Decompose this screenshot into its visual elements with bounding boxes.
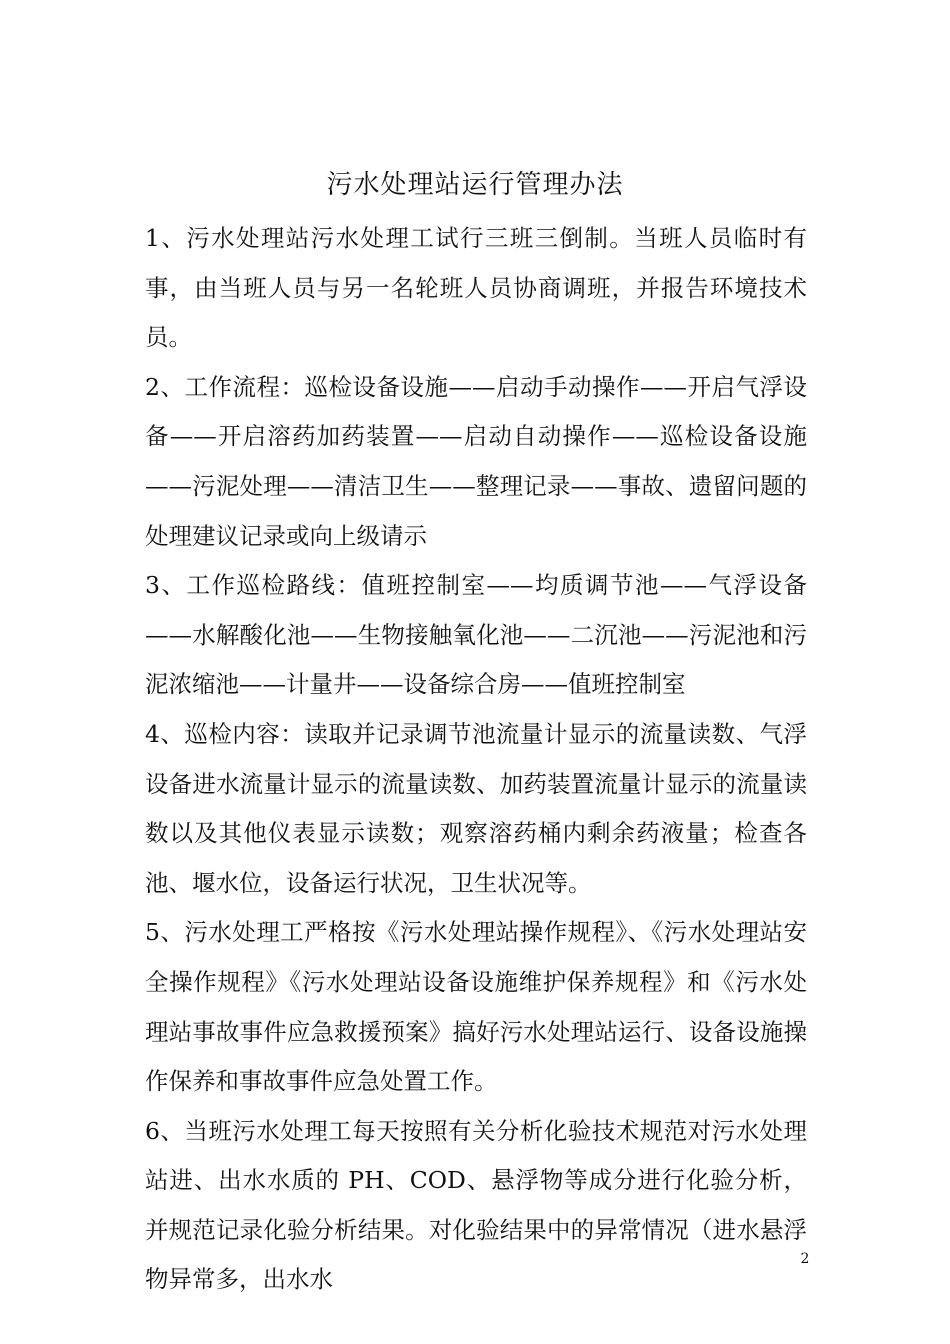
paragraph-5: 5、污水处理工严格按《污水处理站操作规程》、《污水处理站安全操作规程》《污水处理站设备设施维护保养规程》和《污水处理站事故事件应急救援预案》搞好污水处理站运行、设备设施操作保养和事故事件应急处置工作。 — [145, 918, 807, 1096]
paragraph-1: 1、污水处理站污水处理工试行三班三倒制。当班人员临时有事，由当班人员与另一名轮班人员协商调班，并报告环境技术员。 — [145, 224, 807, 352]
paragraph-3: 3、工作巡检路线：值班控制室——均质调节池——气浮设备——水解酸化池——生物接触氧化池——二沉池——污泥池和污泥浓缩池——计量井——设备综合房——值班控制室 — [145, 571, 807, 699]
paragraph-2: 2、工作流程：巡检设备设施——启动手动操作——开启气浮设备——开启溶药加药装置——启动自动操作——巡检设备设施——污泥处理——清洁卫生——整理记录——事故、遗留问题的处理建议记录或向上级请示 — [145, 372, 807, 550]
page-title: 污水处理站运行管理办法 — [326, 170, 624, 200]
document-body — [145, 214, 807, 1305]
page-number: 2 — [800, 1251, 810, 1267]
paragraph-4: 4、巡检内容：读取并记录调节池流量计显示的流量读数、气浮设备进水流量计显示的流量读数、加药装置流量计显示的流量读数以及其他仪表显示读数；观察溶药桶内剩余药液量；检查各池、堰水位，设备运行状况，卫生状况等。 — [145, 719, 807, 897]
paragraph-6: 6、当班污水处理工每天按照有关分析化验技术规范对污水处理站进、出水水质的 PH、COD、悬浮物等成分进行化验分析，并规范记录化验分析结果。对化验结果中的异常情况（进水悬浮物异常多，出水水 — [145, 1116, 807, 1294]
